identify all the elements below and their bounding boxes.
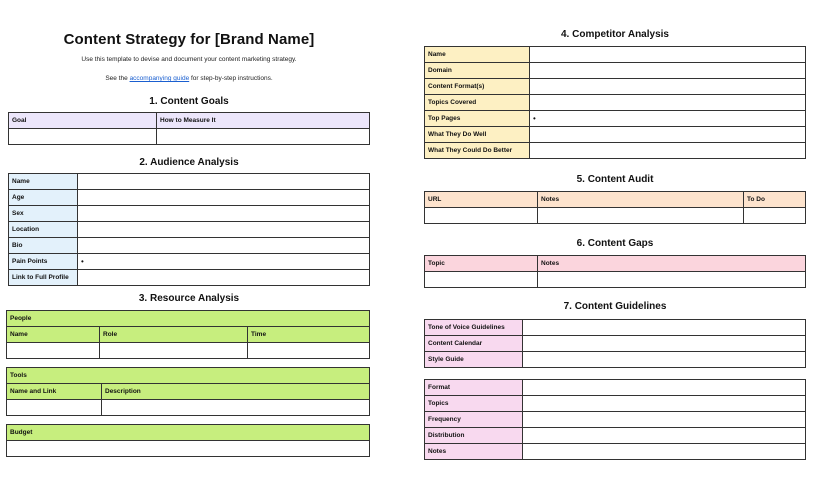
table-row (425, 79, 806, 95)
table-row (7, 441, 370, 457)
section-heading-goals: 1. Content Goals (149, 96, 229, 107)
competitor-table (424, 46, 806, 159)
guideline-value[interactable] (523, 336, 806, 352)
audience-value[interactable] (78, 174, 370, 190)
budget-cell[interactable] (7, 441, 370, 457)
guideline-value[interactable] (523, 412, 806, 428)
guideline-label: Frequency (425, 412, 523, 428)
goal-cell[interactable] (9, 129, 157, 145)
guideline-value[interactable] (523, 428, 806, 444)
people-label: People (7, 311, 370, 327)
audience-value[interactable] (78, 254, 370, 270)
audience-value[interactable] (78, 190, 370, 206)
table-row (425, 380, 806, 396)
guideline-label: Style Guide (425, 352, 523, 368)
table-row (425, 47, 806, 63)
competitor-value[interactable] (530, 95, 806, 111)
audience-label: Bio (9, 238, 78, 254)
audit-header-notes: Notes (538, 192, 744, 208)
section-heading-audit: 5. Content Audit (576, 174, 654, 185)
measure-cell[interactable] (157, 129, 370, 145)
guideline-value[interactable] (523, 396, 806, 412)
competitor-value[interactable] (530, 79, 806, 95)
audience-label: Age (9, 190, 78, 206)
table-row (425, 95, 806, 111)
guideline-label: Tone of Voice Guidelines (425, 320, 523, 336)
competitor-value[interactable] (530, 127, 806, 143)
table-row (425, 63, 806, 79)
page-subtitle: Use this template to devise and document your content marketing strategy. (81, 56, 297, 63)
table-row (9, 222, 370, 238)
people-role-cell[interactable] (100, 343, 248, 359)
competitor-label: Topics Covered (425, 95, 530, 111)
audit-notes-cell[interactable] (538, 208, 744, 224)
table-row (425, 320, 806, 336)
tools-description-cell[interactable] (102, 400, 370, 416)
guide-prefix: See the (105, 75, 130, 82)
table-row (425, 127, 806, 143)
tools-header-description: Description (102, 384, 370, 400)
audience-value[interactable] (78, 238, 370, 254)
guideline-value[interactable] (523, 352, 806, 368)
table-header-row (425, 256, 806, 272)
people-header-role: Role (100, 327, 248, 343)
guideline-value[interactable] (523, 320, 806, 336)
tools-name-cell[interactable] (7, 400, 102, 416)
table-row (9, 129, 370, 145)
page-title: Content Strategy for [Brand Name] (63, 31, 315, 48)
table-row (425, 396, 806, 412)
section-heading-competitor: 4. Competitor Analysis (561, 29, 669, 40)
table-row (425, 352, 806, 368)
table-row (9, 270, 370, 286)
people-header-name: Name (7, 327, 100, 343)
competitor-value[interactable] (530, 63, 806, 79)
guideline-value[interactable] (523, 380, 806, 396)
budget-label: Budget (7, 425, 370, 441)
people-time-cell[interactable] (248, 343, 370, 359)
table-header-row (9, 113, 370, 129)
audience-value[interactable] (78, 206, 370, 222)
people-name-cell[interactable] (7, 343, 100, 359)
people-header-time: Time (248, 327, 370, 343)
table-row (9, 174, 370, 190)
audit-header-url: URL (425, 192, 538, 208)
competitor-value[interactable] (530, 111, 806, 127)
audience-table (8, 173, 370, 286)
audit-url-cell[interactable] (425, 208, 538, 224)
people-table (6, 310, 370, 359)
guidelines-table-a (424, 319, 806, 368)
table-row (9, 206, 370, 222)
guideline-label: Topics (425, 396, 523, 412)
section-heading-audience: 2. Audience Analysis (139, 157, 239, 168)
table-row (425, 428, 806, 444)
audience-label: Link to Full Profile (9, 270, 78, 286)
audience-label: Name (9, 174, 78, 190)
guide-line (8, 75, 370, 82)
competitor-label: Name (425, 47, 530, 63)
tools-header-name-link: Name and Link (7, 384, 102, 400)
table-header-row (425, 192, 806, 208)
budget-table (6, 424, 370, 457)
guideline-label: Format (425, 380, 523, 396)
goals-header-goal: Goal (9, 113, 157, 129)
bullet-icon: • (533, 114, 536, 123)
audience-value[interactable] (78, 270, 370, 286)
table-row (7, 400, 370, 416)
tools-label: Tools (7, 368, 370, 384)
gaps-notes-cell[interactable] (538, 272, 806, 288)
competitor-value[interactable] (530, 143, 806, 159)
section-heading-gaps: 6. Content Gaps (576, 238, 654, 249)
content-gaps-table (424, 255, 806, 288)
table-row (7, 343, 370, 359)
guide-suffix: for step-by-step instructions. (189, 75, 273, 82)
table-header-row (7, 311, 370, 327)
audience-label: Sex (9, 206, 78, 222)
audience-label: Location (9, 222, 78, 238)
competitor-value[interactable] (530, 47, 806, 63)
table-header-row (7, 368, 370, 384)
audit-todo-cell[interactable] (744, 208, 806, 224)
competitor-label: What They Could Do Better (425, 143, 530, 159)
table-row (9, 190, 370, 206)
tools-table (6, 367, 370, 416)
competitor-label: What They Do Well (425, 127, 530, 143)
content-goals-table (8, 112, 370, 145)
table-row (425, 336, 806, 352)
bullet-icon: • (81, 257, 84, 266)
table-row (425, 143, 806, 159)
audience-label: Pain Points (9, 254, 78, 270)
section-heading-guidelines: 7. Content Guidelines (563, 301, 667, 312)
gaps-topic-cell[interactable] (425, 272, 538, 288)
competitor-label: Content Format(s) (425, 79, 530, 95)
gaps-header-topic: Topic (425, 256, 538, 272)
table-row (425, 208, 806, 224)
section-heading-resource: 3. Resource Analysis (138, 293, 240, 304)
competitor-label: Top Pages (425, 111, 530, 127)
guideline-label: Notes (425, 444, 523, 460)
table-row (9, 254, 370, 270)
table-row (9, 238, 370, 254)
table-row (425, 111, 806, 127)
guideline-value[interactable] (523, 444, 806, 460)
gaps-header-notes: Notes (538, 256, 806, 272)
guide-link[interactable]: accompanying guide (129, 75, 190, 82)
table-row (425, 444, 806, 460)
table-row (425, 272, 806, 288)
guideline-label: Distribution (425, 428, 523, 444)
content-audit-table (424, 191, 806, 224)
goals-header-measure: How to Measure It (157, 113, 370, 129)
audience-value[interactable] (78, 222, 370, 238)
table-header-row (7, 327, 370, 343)
competitor-label: Domain (425, 63, 530, 79)
guideline-label: Content Calendar (425, 336, 523, 352)
table-header-row (7, 384, 370, 400)
table-row (425, 412, 806, 428)
table-header-row (7, 425, 370, 441)
audit-header-todo: To Do (744, 192, 806, 208)
guidelines-table-b (424, 379, 806, 460)
